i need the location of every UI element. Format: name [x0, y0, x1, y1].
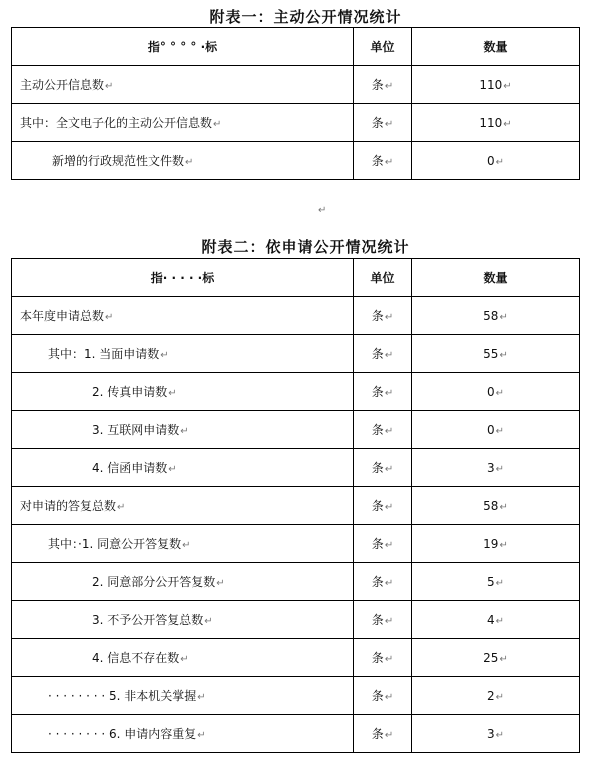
row-label: 其中：1. 当面申请数↵	[12, 335, 354, 373]
table-row	[12, 411, 580, 449]
table-row	[12, 601, 580, 639]
row-value: 58↵	[412, 297, 580, 335]
row-value: 0↵	[412, 373, 580, 411]
row-unit: 条↵	[354, 411, 412, 449]
row-value: 0↵	[412, 142, 580, 180]
row-label: 3. 互联网申请数↵	[12, 411, 354, 449]
table-row	[12, 373, 580, 411]
row-label: 2. 同意部分公开答复数↵	[12, 563, 354, 601]
row-unit: 条↵	[354, 677, 412, 715]
table-row	[12, 487, 580, 525]
unit-header: 单位	[354, 28, 412, 66]
table-header-row	[12, 28, 580, 66]
row-unit: 条↵	[354, 142, 412, 180]
table2-title: 附表二：依申请公开情况统计	[201, 238, 410, 256]
row-label: · · · · · · · · 6. 申请内容重复↵	[12, 715, 354, 753]
count-header: 数量	[412, 259, 580, 297]
row-value: 25↵	[412, 639, 580, 677]
row-label: 本年度申请总数↵	[12, 297, 354, 335]
row-value: 5↵	[412, 563, 580, 601]
row-value: 110↵	[412, 66, 580, 104]
table-row	[12, 297, 580, 335]
row-unit: 条↵	[354, 639, 412, 677]
row-unit: 条↵	[354, 563, 412, 601]
row-label: 4. 信函申请数↵	[12, 449, 354, 487]
row-label: 新增的行政规范性文件数↵	[12, 142, 354, 180]
row-unit: 条↵	[354, 297, 412, 335]
row-label: 其中：全文电子化的主动公开信息数↵	[12, 104, 354, 142]
row-value: 19↵	[412, 525, 580, 563]
row-unit: 条↵	[354, 449, 412, 487]
row-unit: 条↵	[354, 335, 412, 373]
table1-title: 附表一：主动公开情况统计	[209, 8, 402, 26]
table-row	[12, 66, 580, 104]
request-disclosure-table	[11, 258, 580, 753]
table-row	[12, 525, 580, 563]
row-value: 3↵	[412, 449, 580, 487]
row-value: 58↵	[412, 487, 580, 525]
row-value: 3↵	[412, 715, 580, 753]
table-row	[12, 715, 580, 753]
row-value: 0↵	[412, 411, 580, 449]
row-unit: 条↵	[354, 373, 412, 411]
row-value: 55↵	[412, 335, 580, 373]
table-row	[12, 104, 580, 142]
unit-header: 单位	[354, 259, 412, 297]
row-unit: 条↵	[354, 487, 412, 525]
row-unit: 条↵	[354, 66, 412, 104]
table-row	[12, 449, 580, 487]
row-unit: 条↵	[354, 601, 412, 639]
row-label: 2. 传真申请数↵	[12, 373, 354, 411]
row-value: 2↵	[412, 677, 580, 715]
row-value: 4↵	[412, 601, 580, 639]
row-label: 4. 信息不存在数↵	[12, 639, 354, 677]
row-unit: 条↵	[354, 525, 412, 563]
row-value: 110↵	[412, 104, 580, 142]
table-row	[12, 142, 580, 180]
table-row	[12, 639, 580, 677]
row-label: 3. 不予公开答复总数↵	[12, 601, 354, 639]
row-label: 对申请的答复总数↵	[12, 487, 354, 525]
row-label: 其中：·1. 同意公开答复数↵	[12, 525, 354, 563]
indicator-header: 指° ° ° ° ·标	[12, 28, 354, 66]
active-disclosure-table	[11, 27, 580, 180]
row-unit: 条↵	[354, 104, 412, 142]
table-row	[12, 563, 580, 601]
count-header: 数量	[412, 28, 580, 66]
table-row	[12, 677, 580, 715]
row-label: 主动公开信息数↵	[12, 66, 354, 104]
table-row	[12, 335, 580, 373]
row-label: · · · · · · · · 5. 非本机关掌握↵	[12, 677, 354, 715]
table-header-row	[12, 259, 580, 297]
indicator-header: 指· · · · ·标	[12, 259, 354, 297]
row-unit: 条↵	[354, 715, 412, 753]
empty-paragraph-mark: ↵	[318, 205, 327, 216]
